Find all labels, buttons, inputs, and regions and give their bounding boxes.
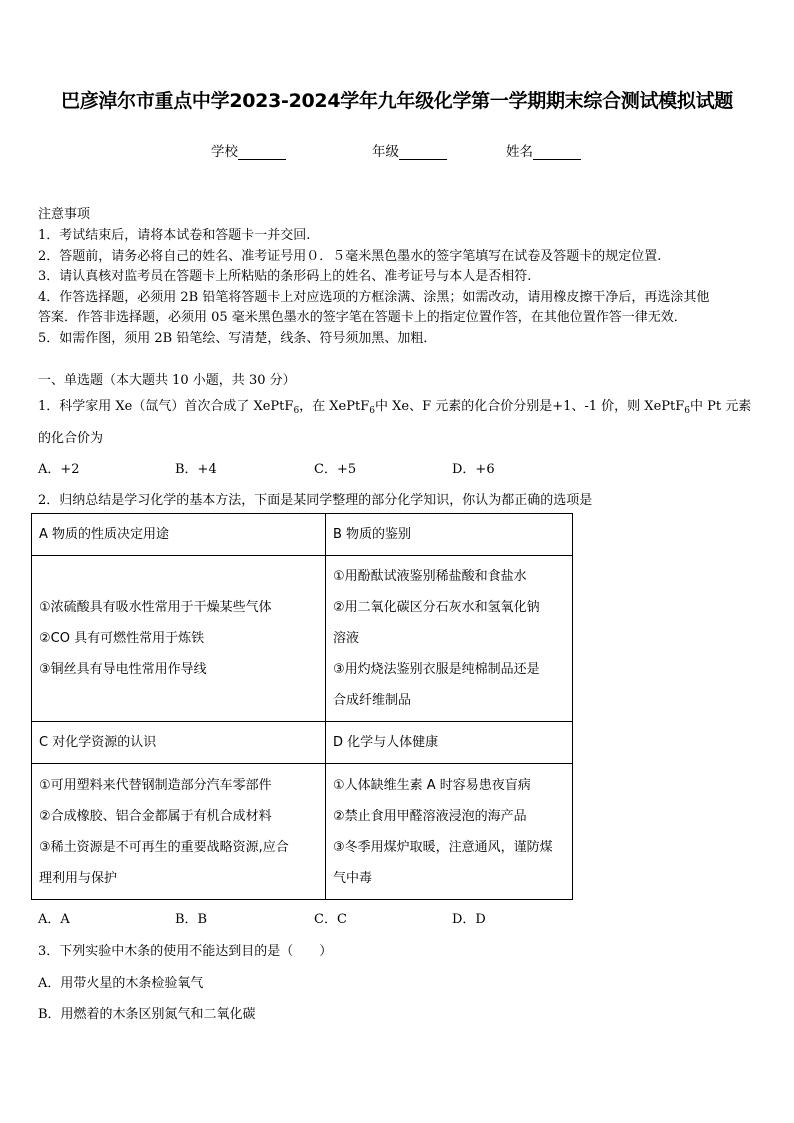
cell-line: ②合成橡胶、铝合金都属于有机合成材料 bbox=[39, 808, 272, 824]
q1-text-c: 中 Xe、F 元素的化合价分别是+1、-1 价，则 XePtF bbox=[374, 399, 685, 414]
cell-d-content bbox=[326, 764, 573, 900]
q1-text-d: 中 Pt 元素 bbox=[689, 399, 752, 414]
cell-line: ③冬季用煤炉取暖，注意通风，谨防煤 bbox=[333, 839, 553, 855]
notice-item: 答案．作答非选择题，必须用 05 毫米黑色墨水的签字笔在答题卡上的指定位置作答，在其他位置作答一律无效． bbox=[38, 310, 687, 325]
grade-blank[interactable] bbox=[399, 145, 447, 160]
cell-a-content bbox=[32, 556, 326, 722]
cell-b-content bbox=[326, 556, 573, 722]
q1-option-a[interactable]: A．+2 bbox=[38, 462, 80, 477]
cell-d-heading: D 化学与人体健康 bbox=[326, 722, 573, 764]
cell-line: ②禁止食用甲醛溶液浸泡的海产品 bbox=[333, 808, 527, 824]
cell-c-heading: C 对化学资源的认识 bbox=[32, 722, 326, 764]
cell-line: 理利用与保护 bbox=[39, 870, 118, 886]
q1-option-b[interactable]: B．+4 bbox=[175, 462, 217, 477]
school-label: 学校 bbox=[211, 144, 238, 160]
cell-line: ①用酚酞试液鉴别稀盐酸和食盐水 bbox=[333, 569, 527, 584]
cell-line: ②用二氧化碳区分石灰水和氢氧化钠 bbox=[333, 600, 540, 615]
question-2: 2．归纳总结是学习化学的基本方法，下面是某同学整理的部分化学知识，你认为都正确的选项是 bbox=[38, 493, 593, 508]
section-heading: 一、单选题（本大题共 10 小题，共 30 分） bbox=[38, 373, 296, 388]
question-3: 3．下列实验中木条的使用不能达到目的是（ ） bbox=[38, 944, 333, 959]
cell-line: 溶液 bbox=[333, 631, 360, 646]
cell-line: ③稀土资源是不可再生的重要战略资源,应合 bbox=[39, 839, 289, 855]
notice-heading: 注意事项 bbox=[38, 207, 91, 222]
name-label: 姓名 bbox=[506, 144, 533, 160]
cell-b-heading: B 物质的鉴别 bbox=[326, 514, 573, 556]
question-1-line2: 的化合价为 bbox=[38, 431, 104, 446]
cell-line: ③用灼烧法鉴别衣服是纯棉制品还是 bbox=[333, 662, 540, 677]
exam-title: 巴彦淖尔市重点中学2023-2024学年九年级化学第一学期期末综合测试模拟试题 bbox=[61, 90, 733, 112]
grade-label: 年级 bbox=[372, 144, 399, 160]
cell-line: ①可用塑料来代替钢制造部分汽车零部件 bbox=[39, 777, 272, 793]
school-blank[interactable] bbox=[238, 145, 286, 160]
q3-option-a[interactable]: A．用带火星的木条检验氧气 bbox=[38, 976, 204, 991]
q1-option-d[interactable]: D．+6 bbox=[452, 462, 495, 477]
cell-line: 气中毒 bbox=[333, 870, 373, 886]
grade-field bbox=[372, 140, 447, 160]
name-field bbox=[506, 140, 581, 160]
q1-option-c[interactable]: C．+5 bbox=[314, 462, 357, 477]
name-blank[interactable] bbox=[533, 145, 581, 160]
notice-item: 1．考试结束后，请将本试卷和答题卡一并交回. bbox=[38, 228, 311, 243]
cell-line: ②CO 具有可燃性常用于炼铁 bbox=[39, 631, 205, 646]
notice-item: 3．请认真核对监考员在答题卡上所粘贴的条形码上的姓名、准考证号与本人是否相符. bbox=[38, 269, 532, 284]
cell-a-heading: A 物质的性质决定用途 bbox=[32, 514, 326, 556]
q1-sub: 6 bbox=[369, 406, 375, 416]
cell-line: ①浓硫酸具有吸水性常用于干燥某些气体 bbox=[39, 600, 272, 615]
cell-line: 合成纤维制品 bbox=[333, 693, 412, 708]
q2-option-d[interactable]: D．D bbox=[452, 912, 486, 927]
cell-line: ①人体缺维生素 A 时容易患夜盲病 bbox=[333, 777, 531, 793]
q1-text-b: ，在 XePtF bbox=[299, 399, 370, 414]
cell-c-content bbox=[32, 764, 326, 900]
q1-text-a: 1．科学家用 Xe（氙气）首次合成了 XePtF bbox=[38, 399, 294, 414]
notice-item: 4．作答选择题，必须用 2B 铅笔将答题卡上对应选项的方框涂满、涂黑；如需改动，请用橡皮擦干净后，再选涂其他 bbox=[38, 290, 710, 305]
q1-sub: 6 bbox=[684, 406, 690, 416]
school-field bbox=[211, 140, 286, 160]
cell-line: ③铜丝具有导电性常用作导线 bbox=[39, 662, 207, 677]
notice-item: 2．答题前，请务必将自己的姓名、准考证号用０．５毫米黑色墨水的签字笔填写在试卷及答题卡的规定位置. bbox=[38, 249, 662, 264]
knowledge-table bbox=[31, 513, 573, 900]
q2-option-a[interactable]: A．A bbox=[38, 912, 70, 927]
q2-option-b[interactable]: B．B bbox=[175, 912, 208, 927]
q3-option-b[interactable]: B．用燃着的木条区别氮气和二氧化碳 bbox=[38, 1007, 256, 1022]
notice-item: 5．如需作图，须用 2B 铅笔绘、写清楚，线条、符号须加黑、加粗． bbox=[38, 331, 437, 346]
q2-option-c[interactable]: C．C bbox=[314, 912, 347, 927]
question-1 bbox=[38, 395, 751, 414]
q1-sub: 6 bbox=[293, 406, 300, 416]
